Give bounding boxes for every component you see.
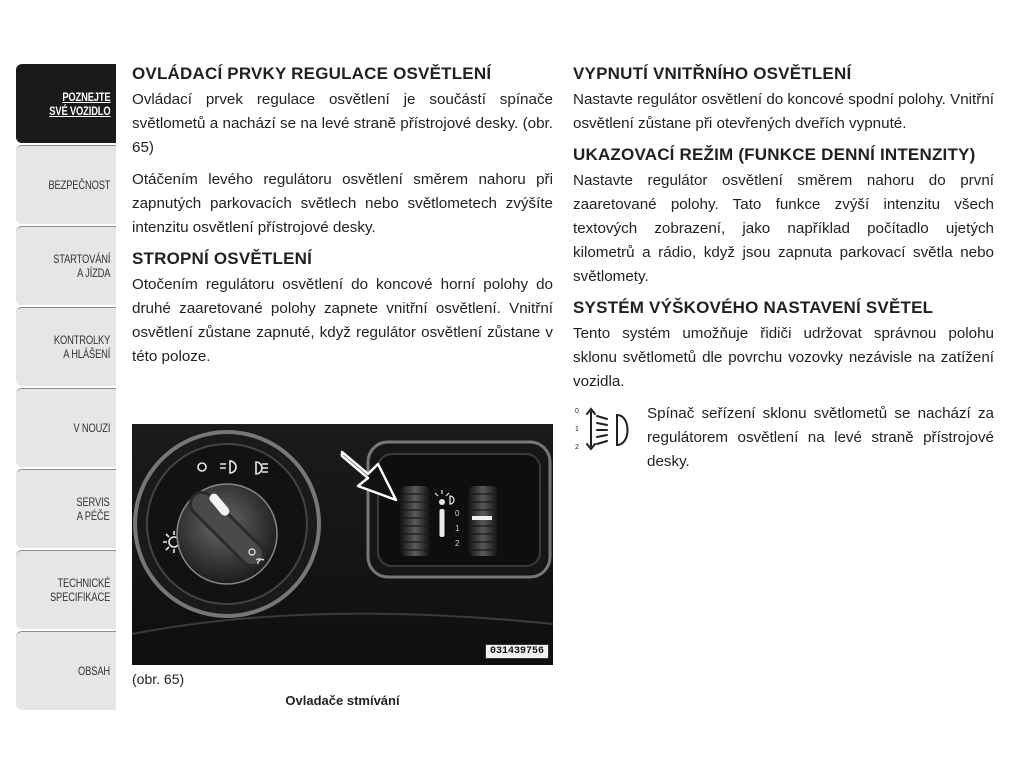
headlamp-leveling-icon (573, 404, 633, 454)
tab-label: OBSAH (78, 664, 110, 678)
figure-caption: Ovladače stmívání (285, 693, 400, 708)
scale-mark-1: 1 (455, 524, 460, 533)
figure-code-label: 031439756 (485, 644, 549, 659)
tab-technicke-specifikace[interactable] (16, 550, 116, 629)
paragraph: Ovládací prvek regulace osvětlení je součástí spínače světlometů a nachází se na levé straně přístrojové desky. (obr. 65) (132, 91, 553, 156)
tab-servis-a-pece[interactable] (16, 469, 116, 548)
scale-mark-2: 2 (455, 539, 460, 548)
dimmer-controls-illustration (132, 424, 553, 665)
tab-label: V NOUZI (73, 421, 110, 435)
level-mark-1: 1 (575, 426, 579, 433)
paragraph: Nastavte regulátor osvětlení do koncové spodní polohy. Vnitřní osvětlení zůstane při otevřených dveřích vypnuté. (573, 91, 994, 132)
section-heading: OVLÁDACÍ PRVKY REGULACE OSVĚTLENÍ (132, 64, 492, 83)
section-heading: STROPNÍ OSVĚTLENÍ (132, 249, 313, 268)
paragraph: Tento systém umožňuje řidiči udržovat správnou polohu sklonu světlometů dle povrchu vozovky nezávisle na zatížení vozidla. (573, 325, 994, 390)
tab-v-nouzi[interactable] (16, 388, 116, 467)
scale-mark-0: 0 (455, 509, 460, 518)
tab-label: TECHNICKÉ SPECIFIKACE (49, 576, 110, 604)
level-mark-2: 2 (575, 444, 579, 451)
dimmer-controls-figure (132, 424, 553, 665)
tab-bezpecnost[interactable] (16, 145, 116, 224)
tab-label: SERVIS A PÉČE (76, 495, 110, 523)
section-heading: UKAZOVACÍ REŽIM (FUNKCE DENNÍ INTENZITY) (573, 145, 976, 164)
tab-label: POZNEJTE SVÉ VOZIDLO (48, 89, 110, 118)
tab-label: BEZPEČNOST (48, 178, 110, 192)
tab-poznejte-sve-vozidlo[interactable] (16, 64, 116, 143)
tab-obsah[interactable] (16, 631, 116, 710)
tab-label: KONTROLKY A HLÁŠENÍ (53, 333, 110, 361)
left-column (132, 63, 553, 377)
tab-label: STARTOVÁNÍ A JÍZDA (52, 252, 110, 280)
paragraph: Nastavte regulátor osvětlení směrem nahoru do první zaaretované polohy. Tato funkce zvýší intenzitu všech textových zobrazení, jako například počítadlo ujetých kilometrů a rádio, když jsou zapnuta parkovací světla nebo světlomety. (573, 172, 994, 285)
section-heading: SYSTÉM VÝŠKOVÉHO NASTAVENÍ SVĚTEL (573, 298, 934, 317)
paragraph: Otáčením levého regulátoru osvětlení směrem nahoru při zapnutých parkovacích světlech nebo světlometech zvýšíte intenzitu osvětlení přístrojové desky. (132, 171, 553, 236)
section-heading: VYPNUTÍ VNITŘNÍHO OSVĚTLENÍ (573, 64, 852, 83)
level-mark-0: 0 (575, 408, 579, 415)
figure-reference: (obr. 65) (132, 671, 185, 687)
tab-kontrolky-a-hlaseni[interactable] (16, 307, 116, 386)
paragraph: Spínač seřízení sklonu světlometů se nachází za regulátorem osvětlení na levé straně přístrojové desky. (647, 405, 994, 470)
chapter-tabs (16, 64, 116, 708)
headlamp-leveling-note (573, 402, 994, 482)
paragraph: Otočením regulátoru osvětlení do koncové horní polohy do druhé zaaretované polohy zapnete vnitřní osvětlení. Vnitřní osvětlení zůstane zapnuté, když regulátor osvětlení zůstane v této poloze. (132, 276, 553, 365)
right-column (573, 63, 994, 482)
tab-startovani-a-jizda[interactable] (16, 226, 116, 305)
